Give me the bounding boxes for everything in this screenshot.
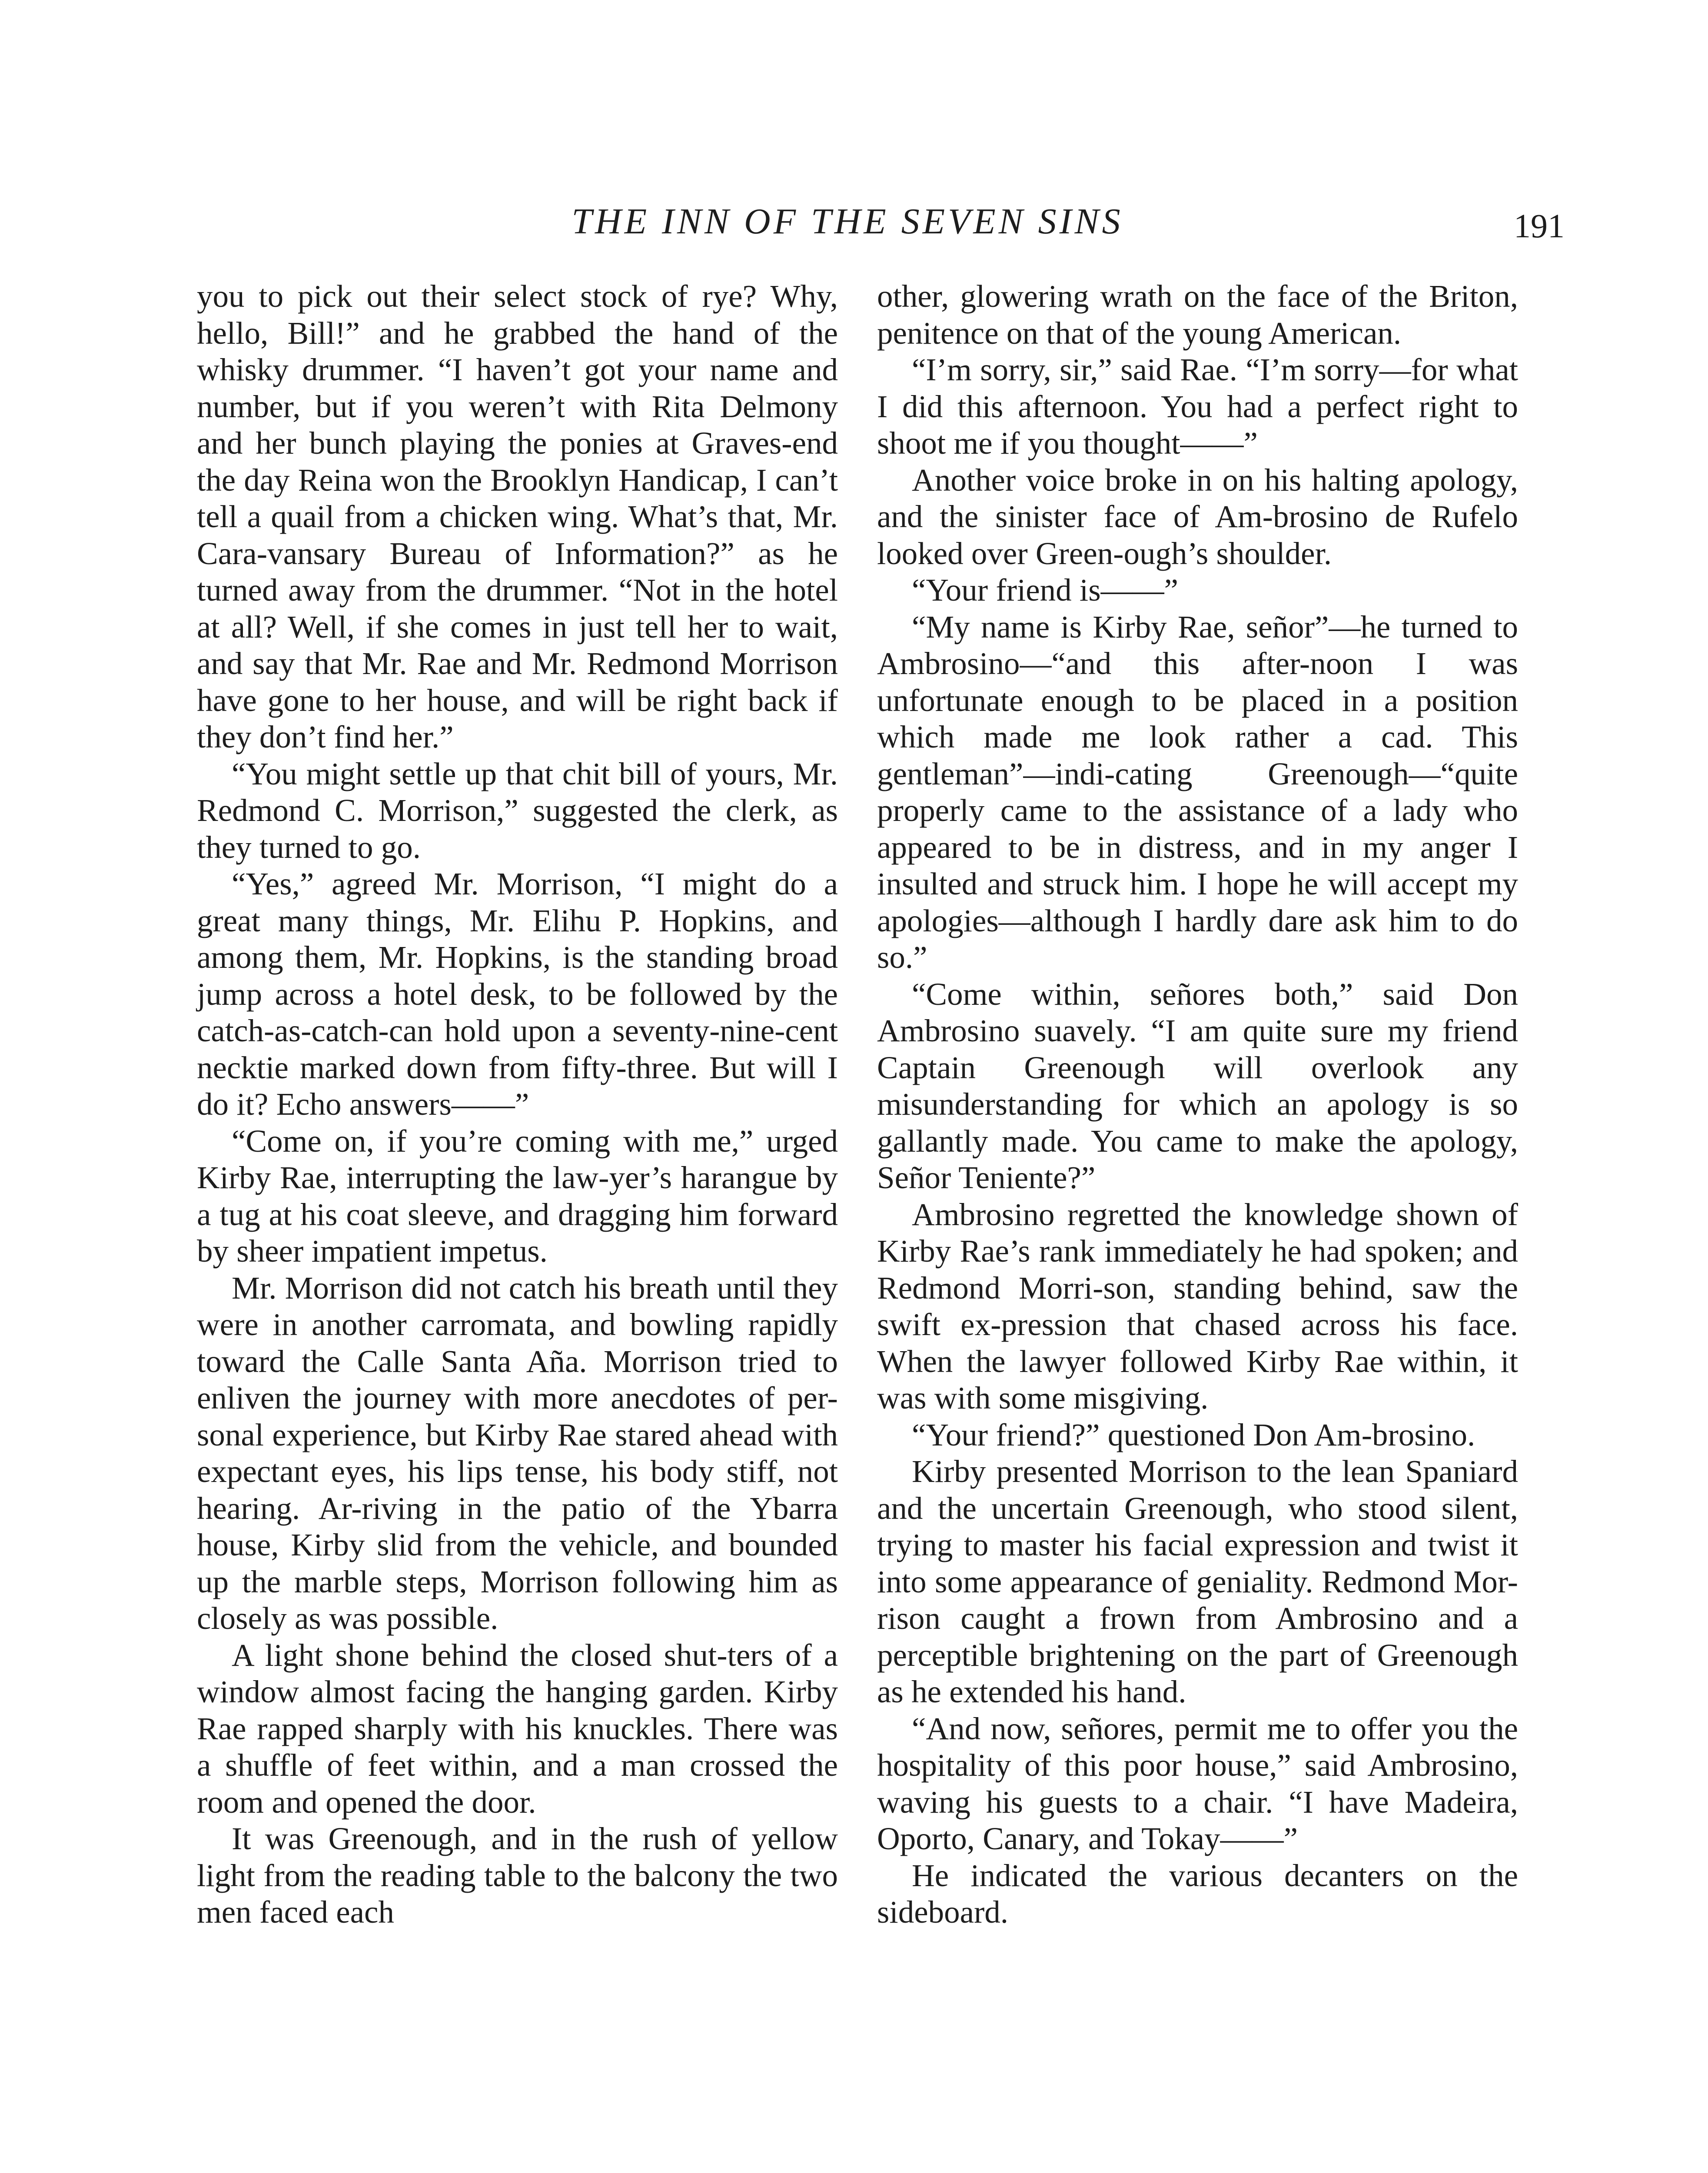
paragraph: Another voice broke in on his halting apology, and the sinister face of Am-brosino de Rufelo looked over Green-ough’s shoulder. xyxy=(877,462,1518,571)
paragraph: “And now, señores, permit me to offer you the hospitality of this poor house,” said Ambrosino, waving his guests to a chair. “I have Madeira, Oporto, Canary, and Tokay——” xyxy=(877,1711,1518,1856)
paragraph: “Yes,” agreed Mr. Morrison, “I might do a great many things, Mr. Elihu P. Hopkins, and among them, Mr. Hopkins, is the standing broad jump across a hotel desk, to be followed by the catch-as-catch-can hold upon a seventy-nine-cent necktie marked down from fifty-three. But will I do it? Echo answers——” xyxy=(197,866,838,1122)
paragraph: “You might settle up that chit bill of yours, Mr. Redmond C. Morrison,” suggested the clerk, as they turned to go. xyxy=(197,756,838,865)
paragraph: A light shone behind the closed shut-ters of a window almost facing the hanging garden. Kirby Rae rapped sharply with his knuckles. There was a shuffle of feet within, and a man crossed the room and opened the door. xyxy=(197,1637,838,1820)
paragraph: you to pick out their select stock of rye? Why, hello, Bill!” and he grabbed the hand of the whisky drummer. “I haven’t got your name and number, but if you weren’t with Rita Delmony and her bunch playing the ponies at Graves-end the day Reina won the Brooklyn Handicap, I can’t tell a quail from a chicken wing. What’s that, Mr. Cara-vansary Bureau of Information?” as he turned away from the drummer. “Not in the hotel at all? Well, if she comes in just tell her to wait, and say that Mr. Rae and Mr. Redmond Morrison have gone to her house, and will be right back if they don’t find her.” xyxy=(197,279,838,754)
paragraph: It was Greenough, and in the rush of yellow light from the reading table to the balcony the two men faced each xyxy=(197,1821,838,1930)
right-column xyxy=(877,278,1518,1931)
paragraph: Mr. Morrison did not catch his breath until they were in another carromata, and bowling rapidly toward the Calle Santa Aña. Morrison tried to enliven the journey with more anecdotes of per-sonal experience, but Kirby Rae stared ahead with expectant eyes, his lips tense, his body stiff, not hearing. Ar-riving in the patio of the Ybarra house, Kirby slid from the vehicle, and bounded up the marble steps, Morrison following him as closely as was possible. xyxy=(197,1270,838,1636)
paragraph: “My name is Kirby Rae, señor”—he turned to Ambrosino—“and this after-noon I was unfortunate enough to be placed in a position which made me look rather a cad. This gentleman”—indi-cating Greenough—“quite properly came to the assistance of a lady who appeared to be in distress, and in my anger I insulted and struck him. I hope he will accept my apologies—although I hardly dare ask him to do so.” xyxy=(877,609,1518,975)
paragraph: Ambrosino regretted the knowledge shown of Kirby Rae’s rank immediately he had spoken; and Redmond Morri-son, standing behind, saw the swift ex-pression that chased across his face. When the lawyer followed Kirby Rae within, it was with some misgiving. xyxy=(877,1196,1518,1415)
page-header xyxy=(0,196,1708,248)
paragraph: “Come on, if you’re coming with me,” urged Kirby Rae, interrupting the law-yer’s harangue by a tug at his coat sleeve, and dragging him forward by sheer impatient impetus. xyxy=(197,1123,838,1269)
paragraph: “Your friend?” questioned Don Am-brosino. xyxy=(912,1417,1475,1452)
paragraph: “Come within, señores both,” said Don Ambrosino suavely. “I am quite sure my friend Captain Greenough will overlook any misunderstanding for which an apology is so gallantly made. You came to make the apology, Señor Teniente?” xyxy=(877,976,1518,1195)
running-title: THE INN OF THE SEVEN SINS xyxy=(572,201,1123,242)
paragraph: “Your friend is——” xyxy=(912,572,1179,608)
left-column xyxy=(197,278,838,1931)
paragraph: other, glowering wrath on the face of the Briton, penitence on that of the young American. xyxy=(877,279,1518,351)
paragraph: Kirby presented Morrison to the lean Spaniard and the uncertain Greenough, who stood silent, trying to master his facial expression and twist it into some appearance of geniality. Redmond Mor-rison caught a frown from Ambrosino and a perceptible brightening on the part of Greenough as he extended his hand. xyxy=(877,1454,1518,1709)
paragraph: He indicated the various decanters on the sideboard. xyxy=(877,1857,1518,1930)
page-number: 191 xyxy=(1514,207,1565,245)
paragraph: “I’m sorry, sir,” said Rae. “I’m sorry—for what I did this afternoon. You had a perfect right to shoot me if you thought——” xyxy=(877,352,1518,461)
